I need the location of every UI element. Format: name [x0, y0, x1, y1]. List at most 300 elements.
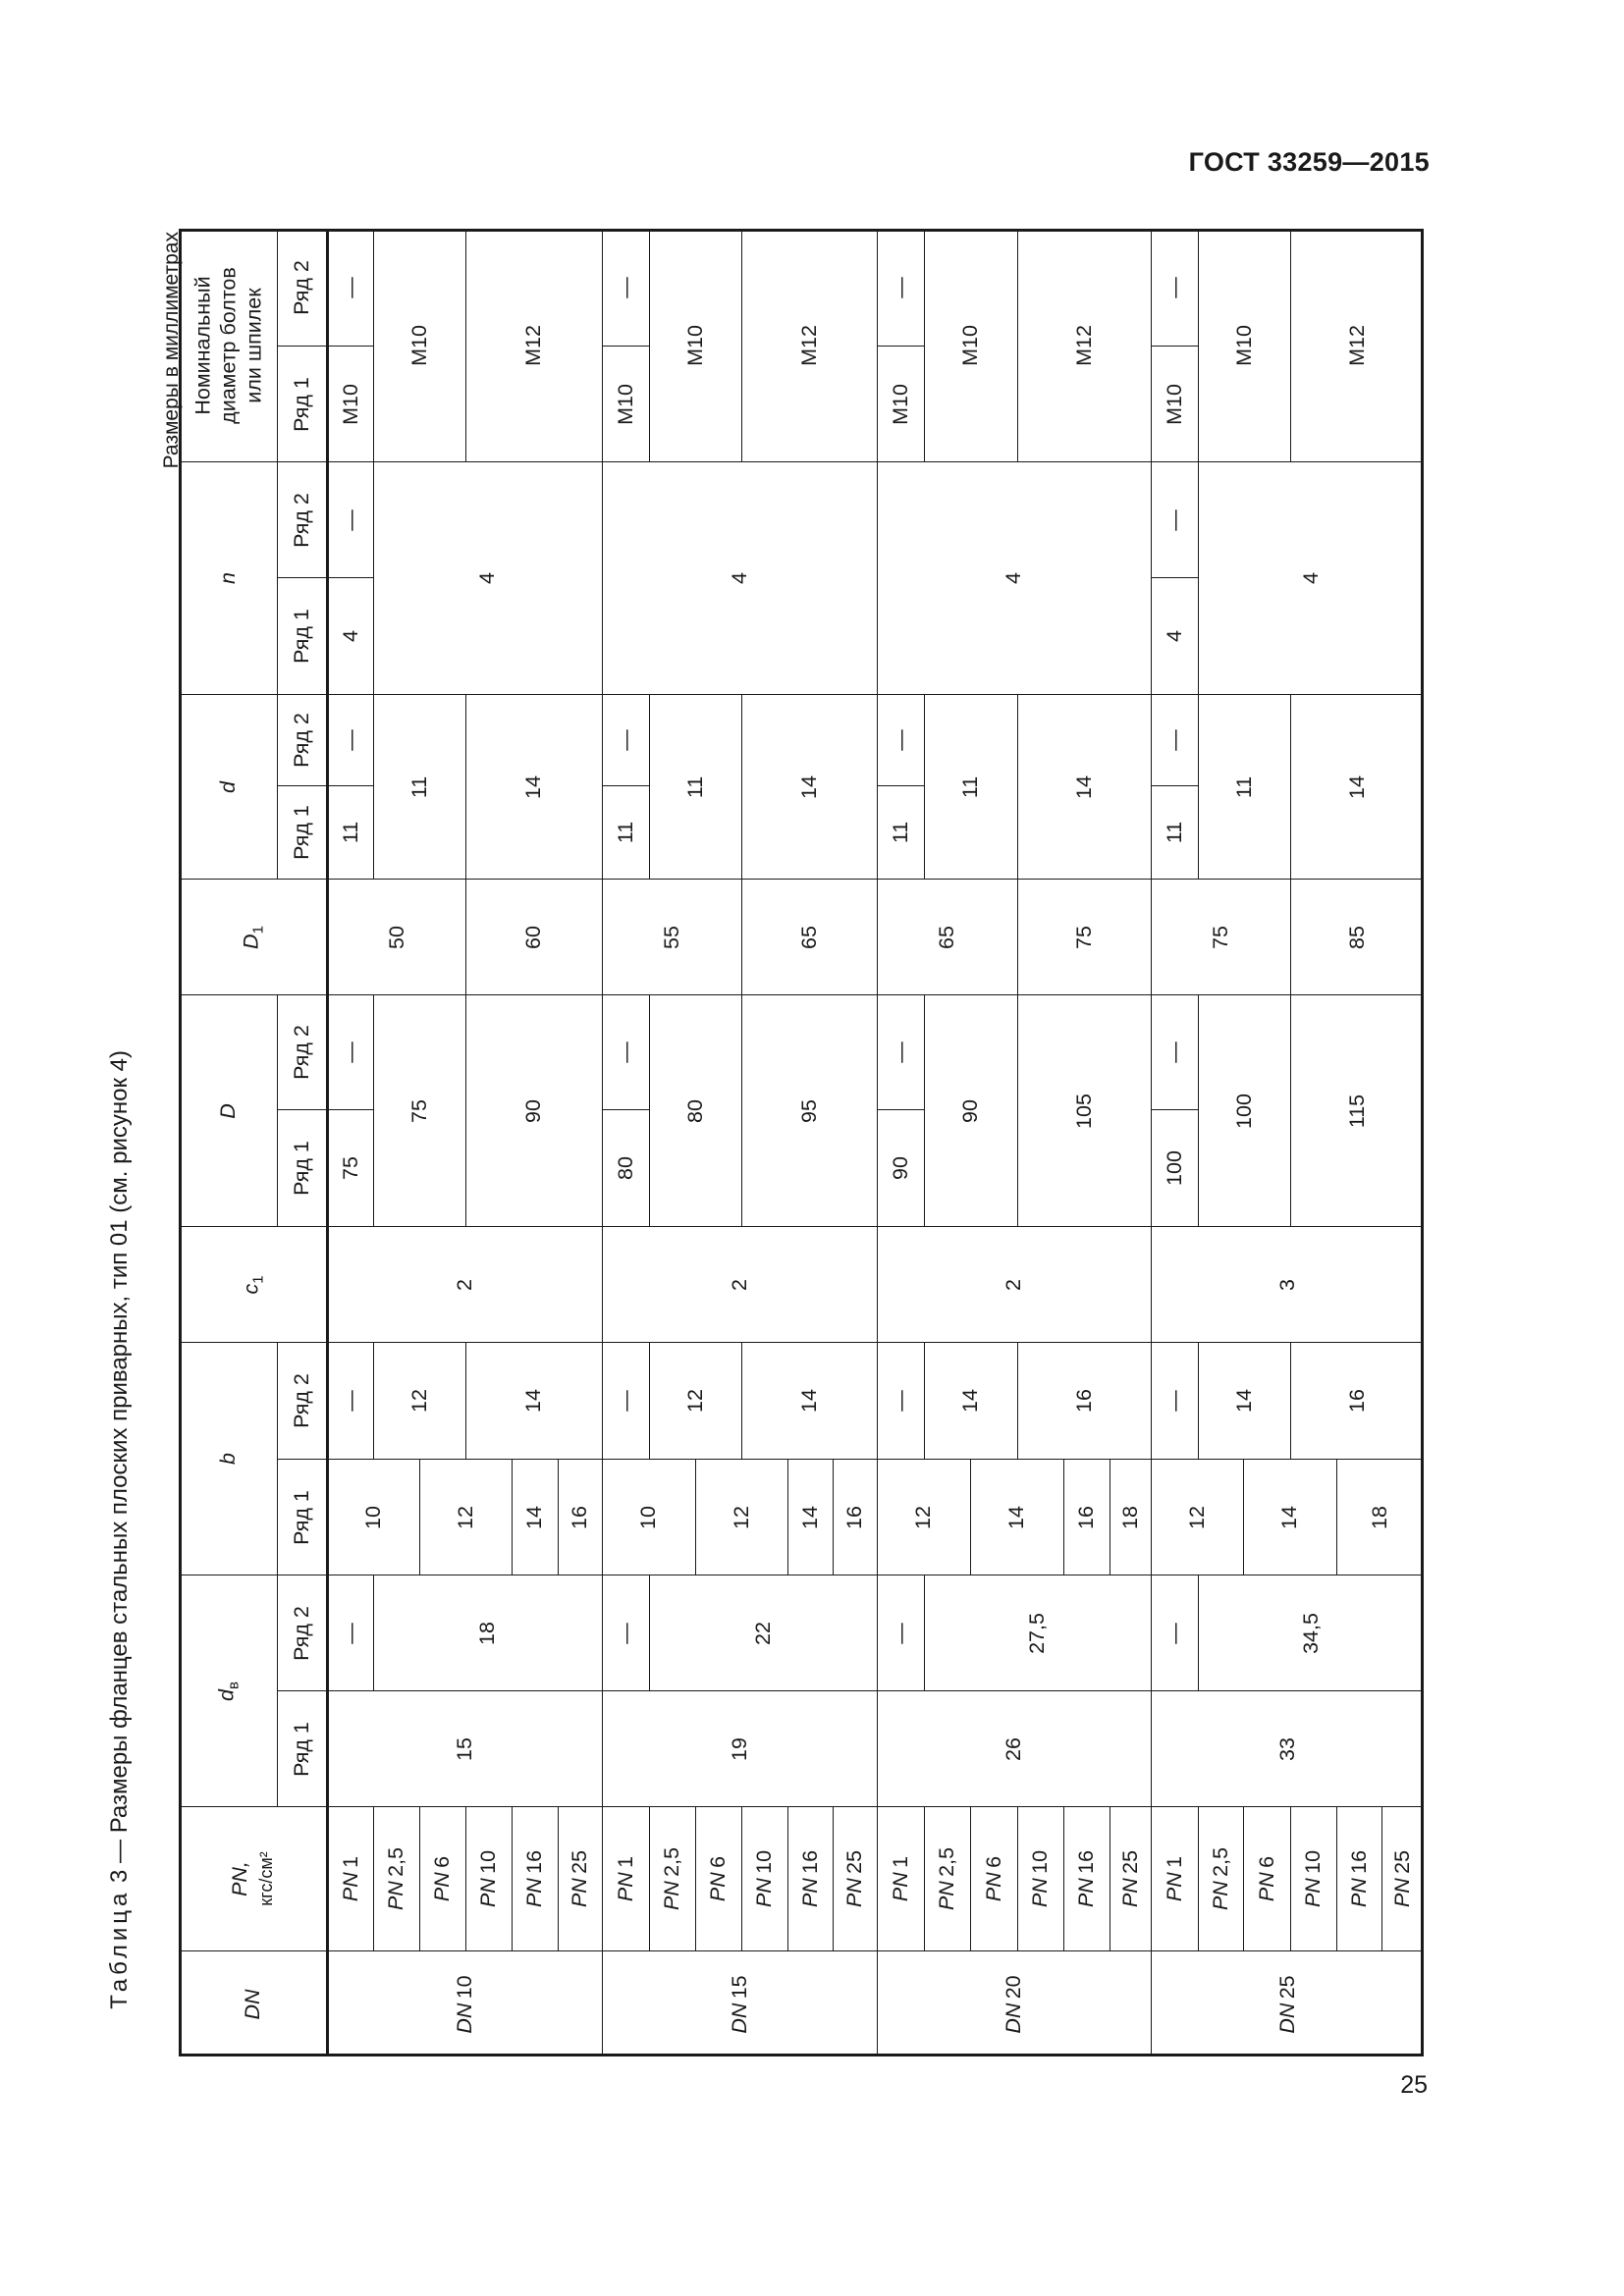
dn25-bolt-row1-pn1	[1151, 346, 1198, 461]
dn25-bolt-row2-pn1-text: —	[1162, 277, 1186, 298]
header-b-row2-text: Ряд 2	[289, 1373, 313, 1428]
dn15-b-row1-3	[833, 1459, 877, 1575]
dn15-n-all	[602, 461, 877, 694]
dn25-dv-row2-pn1-text: —	[1162, 1622, 1186, 1644]
dn10-D-pn2-pn6-text: 75	[406, 1098, 431, 1123]
dn25-b-row2-2	[1290, 1342, 1424, 1459]
dn20-b-row1-2-text: 16	[1074, 1505, 1099, 1529]
dn20-d-row2-pn1-text: —	[888, 729, 912, 751]
dn10-pn-3-text: PN 10	[476, 1849, 501, 1908]
dn15-b-row2-1	[649, 1342, 741, 1459]
dn20-b-row1-0-text: 12	[911, 1505, 936, 1529]
dn20-b-row1-1-text: 14	[1004, 1505, 1029, 1529]
header-n	[179, 461, 277, 694]
dn25-b-row2-2-text: 16	[1344, 1389, 1369, 1413]
dn20-dv-row1	[877, 1690, 1151, 1806]
dn25-dv-row1-text: 33	[1274, 1736, 1299, 1761]
dn25-b-row1-2-text: 18	[1368, 1505, 1392, 1529]
dn20-d-pn10-pn25-text: 14	[1071, 774, 1096, 799]
dn25-bolt-pn2-pn6	[1198, 229, 1290, 461]
dn25-pn-5	[1381, 1806, 1424, 1950]
dn15-label	[602, 1950, 877, 2056]
dn20-D-pn10-pn25-text: 105	[1071, 1093, 1096, 1129]
dn20-b-row1-0	[877, 1459, 970, 1575]
dn25-bolt-row1-pn1-text: M10	[1162, 383, 1186, 425]
dn10-pn-0-text: PN 1	[338, 1855, 362, 1902]
dn10-bolt-row2-pn1	[326, 229, 373, 346]
dn20-pn-0	[877, 1806, 924, 1950]
dn15-pn-4	[787, 1806, 833, 1950]
dn15-D-pn10-pn25	[741, 994, 877, 1226]
dn25-n-other-text: 4	[1298, 572, 1323, 584]
dn20-b-row1-3-text: 18	[1117, 1505, 1142, 1529]
header-D1	[179, 879, 326, 994]
dn25-D-row2-pn1-text: —	[1162, 1041, 1186, 1063]
dn15-d-pn10-pn25-text: 14	[796, 774, 821, 799]
dn10-d-pn10-pn25	[465, 694, 602, 879]
dn25-D-row1-pn1-text: 100	[1162, 1150, 1186, 1186]
dn15-D1-high	[741, 879, 877, 994]
dn15-D1-high-text: 65	[796, 925, 821, 949]
dn15-b-row1-2-text: 14	[797, 1505, 822, 1529]
dn20-bolt-row2-pn1-text: —	[888, 277, 912, 298]
dn10-b-row2-2-text: 14	[521, 1389, 546, 1413]
header-b-row1-text: Ряд 1	[289, 1489, 313, 1545]
header-dn-text: DN	[240, 1988, 264, 2020]
dn10-d-row2-pn1	[326, 694, 373, 785]
dn20-d-pn2-pn6-text: 11	[958, 775, 983, 798]
header-D1-text: $D_1$	[238, 925, 267, 949]
dn25-b-row1-1-text: 14	[1277, 1505, 1302, 1529]
dn10-pn-4	[512, 1806, 558, 1950]
dn10-b-row2-0-text: —	[338, 1390, 362, 1412]
dn10-d-row1-pn1-text: 11	[338, 821, 362, 844]
dn10-c1	[326, 1226, 602, 1342]
dn15-D-pn2-pn6	[649, 994, 741, 1226]
dn15-D-row1-pn1	[602, 1109, 649, 1226]
dn25-b-row2-0-text: —	[1162, 1390, 1186, 1412]
dn10-d-pn10-pn25-text: 14	[521, 774, 546, 799]
dn20-b-row2-0-text: —	[888, 1390, 912, 1412]
dn15-b-row2-0	[602, 1342, 649, 1459]
dn25-bolt-row2-pn1	[1151, 229, 1198, 346]
dn15-c1-text: 2	[727, 1278, 751, 1291]
header-d-text: d	[215, 780, 240, 793]
dn10-pn-4-text: PN 16	[522, 1849, 547, 1908]
dn20-b-row1-3	[1110, 1459, 1151, 1575]
dn15-D-row2-pn1-text: —	[613, 1041, 637, 1063]
dn10-dv-row2-pn1	[326, 1575, 373, 1690]
dn20-D-row1-pn1	[877, 1109, 924, 1226]
header-n-row1	[277, 577, 326, 694]
document-code: ГОСТ 33259—2015	[1188, 147, 1430, 177]
dn10-pn-0	[326, 1806, 373, 1950]
dn20-bolt-row1-pn1	[877, 346, 924, 461]
header-b	[179, 1342, 277, 1575]
header-b-text: b	[215, 1453, 240, 1465]
dn10-b-row1-3	[558, 1459, 602, 1575]
dn20-dv-row2-pn1	[877, 1575, 924, 1690]
dn20-bolt-row1-pn1-text: M10	[888, 383, 912, 425]
header-D-row1-text: Ряд 1	[289, 1141, 313, 1196]
header-d-row1-text: Ряд 1	[289, 805, 313, 860]
caption-word: Таблица	[106, 1889, 133, 2009]
dn20-c1	[877, 1226, 1151, 1342]
dn10-D1-low	[326, 879, 465, 994]
units-note: Размеры в миллиметрах	[160, 232, 183, 469]
header-n-row2-text: Ряд 2	[289, 492, 313, 548]
dn20-c1-text: 2	[1001, 1278, 1026, 1291]
dn10-D1-high	[465, 879, 602, 994]
dn15-dv-row1-text: 19	[727, 1736, 751, 1761]
dn20-D-pn2-pn6-text: 90	[958, 1098, 983, 1123]
dn20-D1-high-text: 75	[1071, 925, 1096, 949]
dn20-d-pn10-pn25	[1017, 694, 1151, 879]
header-D-row2	[277, 994, 326, 1109]
dn15-D-row2-pn1	[602, 994, 649, 1109]
dn25-n-row1-pn1	[1151, 577, 1198, 694]
dn25-n-row1-pn1-text: 4	[1162, 630, 1186, 642]
dn25-pn-4-text: PN 16	[1346, 1849, 1371, 1908]
header-d-row2-text: Ряд 2	[289, 713, 313, 768]
header-dv-row1-text: Ряд 1	[289, 1721, 313, 1777]
dn20-pn-3	[1017, 1806, 1063, 1950]
dn10-b-row1-2	[512, 1459, 558, 1575]
dn15-bolt-row1-pn1	[602, 346, 649, 461]
dn10-b-row1-2-text: 14	[522, 1505, 547, 1529]
dn15-pn-5	[833, 1806, 877, 1950]
header-dv-row2-text: Ряд 2	[289, 1605, 313, 1661]
dn10-bolt-pn2-pn6-text: M10	[406, 325, 431, 366]
header-c1	[179, 1226, 326, 1342]
dn25-b-row1-0-text: 12	[1184, 1505, 1209, 1529]
dn15-dv-row2-pn1-text: —	[613, 1622, 637, 1644]
dn10-D1-high-text: 60	[521, 925, 546, 949]
dn25-label-text: DN 25	[1274, 1974, 1299, 2034]
dn10-label	[326, 1950, 602, 2056]
dn25-d-pn10-pn25-text: 14	[1344, 774, 1369, 799]
dn20-n-all	[877, 461, 1151, 694]
dn25-n-row2-pn1-text: —	[1162, 508, 1186, 531]
dn20-bolt-pn2-pn6-text: M10	[958, 325, 983, 366]
dn10-n-row1-pn1-text: 4	[338, 630, 362, 642]
dn25-pn-3	[1290, 1806, 1336, 1950]
header-bolt-row1-text: Ряд 1	[289, 376, 313, 432]
dn20-b-row2-2-text: 16	[1071, 1389, 1096, 1413]
dn20-pn-4	[1063, 1806, 1110, 1950]
dn15-bolt-pn2-pn6	[649, 229, 741, 461]
dn20-pn-3-text: PN 10	[1028, 1849, 1053, 1908]
dn25-n-other	[1198, 461, 1424, 694]
dn20-b-row2-0	[877, 1342, 924, 1459]
dn15-bolt-pn2-pn6-text: M10	[682, 325, 707, 366]
dn20-n-all-text: 4	[1001, 572, 1026, 584]
dn10-pn-5-text: PN 25	[568, 1849, 592, 1908]
dn15-b-row1-3-text: 16	[842, 1505, 867, 1529]
dn10-b-row2-2	[465, 1342, 602, 1459]
dn10-bolt-row1-pn1	[326, 346, 373, 461]
dn20-d-row1-pn1-text: 11	[888, 821, 912, 844]
dn20-d-pn2-pn6	[924, 694, 1017, 879]
dn10-dv-row2-other	[373, 1575, 602, 1690]
dn25-D-row2-pn1	[1151, 994, 1198, 1109]
dn10-b-row1-1	[419, 1459, 512, 1575]
dn20-D1-low	[877, 879, 1017, 994]
dn10-b-row2-0	[326, 1342, 373, 1459]
header-d	[179, 694, 277, 879]
dn10-label-text: DN 10	[453, 1974, 477, 2034]
dn10-dv-row1	[326, 1690, 602, 1806]
dn25-dv-row2-other-text: 34,5	[1298, 1612, 1323, 1654]
dn10-D-row1-pn1	[326, 1109, 373, 1226]
dn15-pn-1-text: PN 2,5	[660, 1846, 684, 1911]
dn15-pn-2	[695, 1806, 741, 1950]
dn20-b-row2-1-text: 14	[958, 1389, 983, 1413]
header-dv-row2	[277, 1575, 326, 1690]
dn15-pn-0	[602, 1806, 649, 1950]
header-dv-row1	[277, 1690, 326, 1806]
dn20-d-row1-pn1	[877, 785, 924, 879]
dn25-D-pn2-pn6-text: 100	[1231, 1093, 1256, 1129]
dn10-n-row2-pn1-text: —	[338, 508, 362, 531]
dn10-bolt-pn10-pn25-text: M12	[521, 325, 546, 366]
dn20-pn-1-text: PN 2,5	[935, 1846, 959, 1911]
dn20-pn-1	[924, 1806, 970, 1950]
dn20-label	[877, 1950, 1151, 2056]
dn25-label	[1151, 1950, 1424, 2056]
dn25-D-pn10-pn25	[1290, 994, 1424, 1226]
dn25-pn-1-text: PN 2,5	[1208, 1846, 1232, 1911]
header-dn	[179, 1950, 326, 2056]
dn10-D-pn2-pn6	[373, 994, 465, 1226]
dn25-n-row2-pn1	[1151, 461, 1198, 577]
dn10-pn-5	[558, 1806, 602, 1950]
dn10-b-row1-0	[326, 1459, 419, 1575]
dn10-pn-3	[465, 1806, 512, 1950]
dn15-pn-5-text: PN 25	[842, 1849, 867, 1908]
header-n-row1-text: Ряд 1	[289, 609, 313, 664]
dn10-bolt-row1-pn1-text: M10	[338, 383, 362, 425]
dn15-pn-2-text: PN 6	[706, 1855, 731, 1902]
dn15-d-pn10-pn25	[741, 694, 877, 879]
dn15-bolt-row2-pn1	[602, 229, 649, 346]
header-D	[179, 994, 277, 1226]
dn25-pn-2-text: PN 6	[1254, 1855, 1278, 1902]
dn10-d-row2-pn1-text: —	[338, 729, 362, 751]
dn20-pn-5-text: PN 25	[1117, 1849, 1142, 1908]
dn25-dv-row2-other	[1198, 1575, 1424, 1690]
dn20-b-row1-2	[1063, 1459, 1110, 1575]
header-dv-text: $d_в$	[213, 1681, 243, 1701]
dn25-c1	[1151, 1226, 1424, 1342]
dn15-c1	[602, 1226, 877, 1342]
dn15-b-row1-1	[695, 1459, 787, 1575]
dn15-d-row2-pn1	[602, 694, 649, 785]
dn10-d-pn2-pn6	[373, 694, 465, 879]
dn20-bolt-pn10-pn25-text: M12	[1071, 325, 1096, 366]
dn10-b-row2-1	[373, 1342, 465, 1459]
dn10-c1-text: 2	[453, 1278, 477, 1291]
header-D-row2-text: Ряд 2	[289, 1025, 313, 1080]
dn20-b-row2-1	[924, 1342, 1017, 1459]
dn20-pn-2	[970, 1806, 1017, 1950]
dn15-b-row1-0	[602, 1459, 695, 1575]
dn25-pn-2	[1243, 1806, 1290, 1950]
page-number: 25	[1400, 2071, 1428, 2099]
dn15-b-row1-0-text: 10	[636, 1505, 661, 1529]
dn15-d-row1-pn1-text: 11	[613, 821, 637, 844]
dn15-D-pn2-pn6-text: 80	[682, 1098, 707, 1123]
dn10-b-row1-1-text: 12	[453, 1505, 477, 1529]
dn20-b-row1-1	[970, 1459, 1063, 1575]
dn25-b-row2-1	[1198, 1342, 1290, 1459]
header-pn	[179, 1806, 326, 1950]
dn25-pn-0	[1151, 1806, 1198, 1950]
dn15-bolt-row2-pn1-text: —	[613, 277, 637, 298]
header-c1-text: $c_1$	[238, 1274, 267, 1295]
dn20-D-pn10-pn25	[1017, 994, 1151, 1226]
dn25-d-row2-pn1-text: —	[1162, 729, 1186, 751]
dn15-b-row2-2-text: 14	[796, 1389, 821, 1413]
header-D-row1	[277, 1109, 326, 1226]
dn10-bolt-pn2-pn6	[373, 229, 465, 461]
dn20-D-row2-pn1-text: —	[888, 1041, 912, 1063]
dn25-D1-high-text: 85	[1344, 925, 1369, 949]
dn15-pn-3	[741, 1806, 787, 1950]
dn20-d-row2-pn1	[877, 694, 924, 785]
dn15-b-row2-0-text: —	[613, 1390, 637, 1412]
dn20-pn-2-text: PN 6	[981, 1855, 1005, 1902]
dn10-pn-1-text: PN 2,5	[384, 1846, 408, 1911]
dn25-pn-5-text: PN 25	[1390, 1849, 1415, 1908]
dn20-pn-5	[1110, 1806, 1151, 1950]
dn25-b-row2-0	[1151, 1342, 1198, 1459]
dn25-b-row2-1-text: 14	[1231, 1389, 1256, 1413]
dn20-dv-row1-text: 26	[1001, 1736, 1026, 1761]
dn15-b-row2-2	[741, 1342, 877, 1459]
dn15-bolt-row1-pn1-text: M10	[613, 383, 637, 425]
dn15-d-pn2-pn6-text: 11	[682, 775, 707, 798]
dn15-D1-low	[602, 879, 741, 994]
dn20-dv-row2-other	[924, 1575, 1151, 1690]
dn10-n-other-text: 4	[475, 572, 500, 584]
dn15-D1-low-text: 55	[659, 925, 683, 949]
dn25-D1-low-text: 75	[1208, 925, 1232, 949]
header-d-row2	[277, 694, 326, 785]
header-d-row1	[277, 785, 326, 879]
dn25-d-pn10-pn25	[1290, 694, 1424, 879]
dn20-pn-0-text: PN 1	[888, 1855, 912, 1902]
dn25-bolt-pn10-pn25	[1290, 229, 1424, 461]
dn20-dv-row2-pn1-text: —	[888, 1622, 912, 1644]
dn25-D-row1-pn1	[1151, 1109, 1198, 1226]
dn10-bolt-pn10-pn25	[465, 229, 602, 461]
dn20-dv-row2-other-text: 27,5	[1025, 1612, 1050, 1654]
dn25-pn-4	[1336, 1806, 1381, 1950]
dn15-bolt-pn10-pn25	[741, 229, 877, 461]
dn15-label-text: DN 15	[727, 1974, 751, 2034]
dn10-bolt-row2-pn1-text: —	[338, 277, 362, 298]
dn25-c1-text: 3	[1274, 1278, 1299, 1291]
dn10-pn-2	[419, 1806, 465, 1950]
header-bolt-diameter	[179, 229, 277, 461]
dn10-dv-row2-other-text: 18	[475, 1621, 500, 1645]
dn25-d-row2-pn1	[1151, 694, 1198, 785]
dn25-pn-3-text: PN 10	[1301, 1849, 1326, 1908]
header-dv	[179, 1575, 277, 1806]
dn15-n-all-text: 4	[727, 572, 751, 584]
dn20-D-pn2-pn6	[924, 994, 1017, 1226]
dn20-bolt-row2-pn1	[877, 229, 924, 346]
dn20-label-text: DN 20	[1001, 1974, 1026, 2034]
dn20-D1-low-text: 65	[935, 925, 959, 949]
dn10-D-pn10-pn25	[465, 994, 602, 1226]
dn15-d-row2-pn1-text: —	[613, 729, 637, 751]
dn20-D-row2-pn1	[877, 994, 924, 1109]
dn25-b-row1-0	[1151, 1459, 1243, 1575]
header-bolt-row2-text: Ряд 2	[289, 260, 313, 315]
dn25-bolt-pn10-pn25-text: M12	[1344, 325, 1369, 366]
dn10-dv-row2-pn1-text: —	[338, 1622, 362, 1644]
dn10-d-row1-pn1	[326, 785, 373, 879]
header-pn-text: PN, кгс/см²	[227, 1851, 276, 1906]
dn15-pn-1	[649, 1806, 695, 1950]
table-caption	[106, 1050, 134, 2009]
dn25-b-row1-1	[1243, 1459, 1336, 1575]
dn15-d-pn2-pn6	[649, 694, 741, 879]
header-bolt-diameter-text: Номинальный диаметр болтов или шпилек	[189, 267, 265, 424]
dn15-dv-row2-other	[649, 1575, 877, 1690]
dn15-dv-row2-pn1	[602, 1575, 649, 1690]
dn10-D1-low-text: 50	[384, 925, 408, 949]
header-b-row1	[277, 1459, 326, 1575]
dn10-n-row1-pn1	[326, 577, 373, 694]
dn20-pn-4-text: PN 16	[1074, 1849, 1099, 1908]
dn25-d-row1-pn1-text: 11	[1162, 821, 1186, 844]
dn25-d-pn2-pn6-text: 11	[1231, 775, 1256, 798]
dn25-dv-row1	[1151, 1690, 1424, 1806]
dn10-D-row2-pn1	[326, 994, 373, 1109]
dn10-b-row1-0-text: 10	[361, 1505, 386, 1529]
dn20-D1-high	[1017, 879, 1151, 994]
dn20-b-row2-2	[1017, 1342, 1151, 1459]
dn10-D-pn10-pn25-text: 90	[521, 1098, 546, 1123]
dn25-D1-high	[1290, 879, 1424, 994]
dn25-pn-1	[1198, 1806, 1243, 1950]
dn15-dv-row2-other-text: 22	[750, 1621, 775, 1645]
dn25-D1-low	[1151, 879, 1290, 994]
dn15-pn-3-text: PN 10	[752, 1849, 777, 1908]
caption-text: — Размеры фланцев стальных плоских приварных, тип 01 (см. рисунок 4)	[106, 1050, 133, 1870]
dn25-d-pn2-pn6	[1198, 694, 1290, 879]
flange-dimensions-table	[179, 229, 1424, 2056]
dn15-b-row1-2	[787, 1459, 833, 1575]
dn10-n-row2-pn1	[326, 461, 373, 577]
dn15-D-row1-pn1-text: 80	[613, 1156, 637, 1180]
header-n-text: n	[215, 572, 240, 584]
dn10-b-row1-3-text: 16	[568, 1505, 592, 1529]
dn10-D-row2-pn1-text: —	[338, 1041, 362, 1063]
header-D-text: D	[215, 1102, 240, 1119]
header-bolt-row2	[277, 229, 326, 346]
dn10-dv-row1-text: 15	[453, 1736, 477, 1761]
dn20-bolt-pn2-pn6	[924, 229, 1017, 461]
dn15-bolt-pn10-pn25-text: M12	[796, 325, 821, 366]
dn25-D-pn10-pn25-text: 115	[1344, 1094, 1369, 1128]
dn20-bolt-pn10-pn25	[1017, 229, 1151, 461]
dn25-b-row1-2	[1336, 1459, 1424, 1575]
dn10-pn-1	[373, 1806, 419, 1950]
